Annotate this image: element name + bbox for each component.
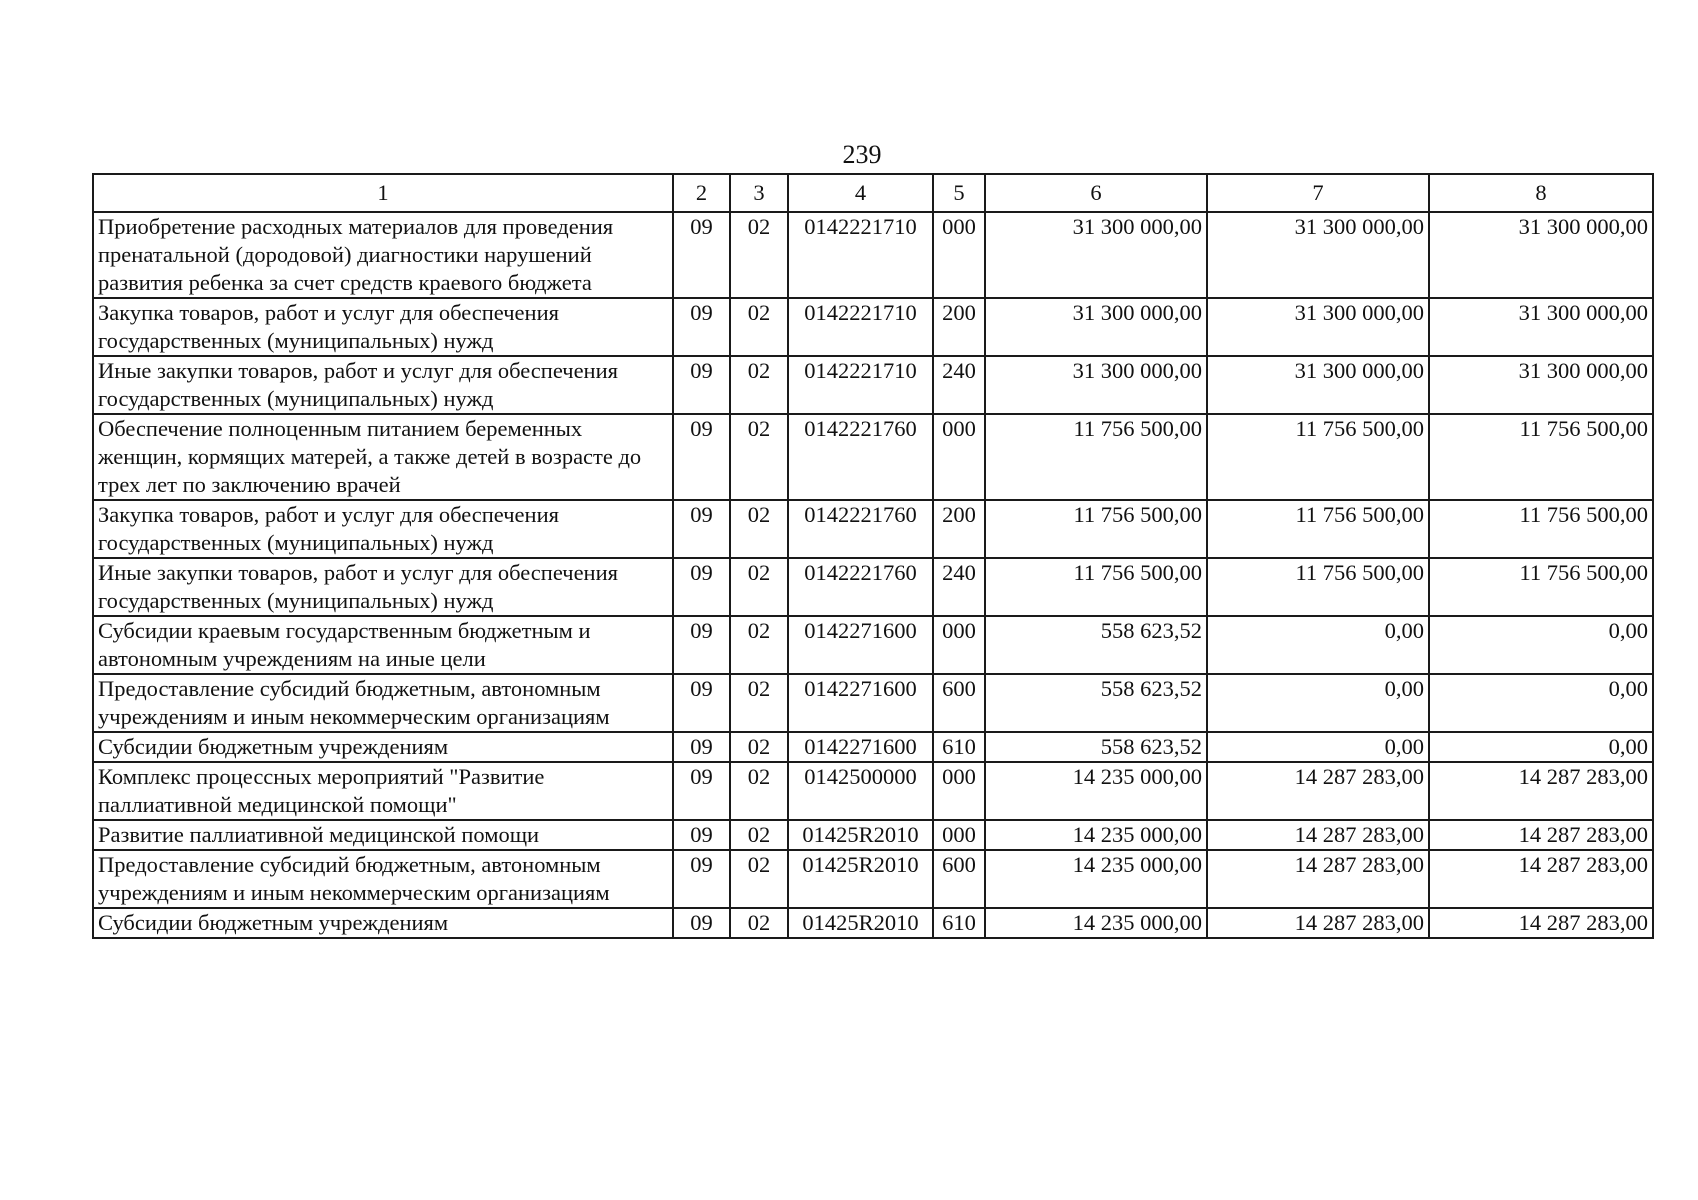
row-description: Комплекс процессных мероприятий "Развитие паллиативной медицинской помощи": [93, 762, 673, 820]
amount-year-1: 14 235 000,00: [985, 762, 1207, 820]
header-row: [93, 174, 1653, 212]
amount-year-2: 31 300 000,00: [1207, 298, 1429, 356]
row-description: Субсидии бюджетным учреждениям: [93, 732, 673, 762]
table-row: [93, 298, 1653, 356]
table-row: [93, 414, 1653, 500]
section-code: 09: [673, 298, 730, 356]
target-article-code: 0142500000: [788, 762, 933, 820]
column-header: 3: [730, 174, 788, 212]
subsection-code: 02: [730, 674, 788, 732]
subsection-code: 02: [730, 500, 788, 558]
table-row: [93, 820, 1653, 850]
target-article-code: 0142221710: [788, 356, 933, 414]
expense-type-code: 000: [933, 762, 985, 820]
amount-year-2: 11 756 500,00: [1207, 558, 1429, 616]
column-header: 4: [788, 174, 933, 212]
expense-type-code: 240: [933, 356, 985, 414]
target-article-code: 0142271600: [788, 616, 933, 674]
row-description: Приобретение расходных материалов для проведения пренатальной (дородовой) диагностики нарушений развития ребенка за счет средств краевого бюджета: [93, 212, 673, 298]
subsection-code: 02: [730, 212, 788, 298]
target-article-code: 0142221760: [788, 500, 933, 558]
amount-year-3: 14 287 283,00: [1429, 762, 1653, 820]
expense-type-code: 600: [933, 674, 985, 732]
subsection-code: 02: [730, 732, 788, 762]
table-row: [93, 616, 1653, 674]
section-code: 09: [673, 732, 730, 762]
row-description: Закупка товаров, работ и услуг для обеспечения государственных (муниципальных) нужд: [93, 500, 673, 558]
amount-year-2: 0,00: [1207, 732, 1429, 762]
amount-year-3: 31 300 000,00: [1429, 298, 1653, 356]
subsection-code: 02: [730, 908, 788, 938]
table-row: [93, 500, 1653, 558]
target-article-code: 01425R2010: [788, 850, 933, 908]
amount-year-3: 11 756 500,00: [1429, 500, 1653, 558]
section-code: 09: [673, 558, 730, 616]
row-description: Предоставление субсидий бюджетным, автономным учреждениям и иным некоммерческим организациям: [93, 850, 673, 908]
row-description: Предоставление субсидий бюджетным, автономным учреждениям и иным некоммерческим организациям: [93, 674, 673, 732]
target-article-code: 01425R2010: [788, 908, 933, 938]
expense-type-code: 000: [933, 820, 985, 850]
target-article-code: 0142221710: [788, 212, 933, 298]
expense-type-code: 610: [933, 732, 985, 762]
section-code: 09: [673, 850, 730, 908]
target-article-code: 01425R2010: [788, 820, 933, 850]
target-article-code: 0142271600: [788, 674, 933, 732]
amount-year-2: 11 756 500,00: [1207, 414, 1429, 500]
target-article-code: 0142221760: [788, 414, 933, 500]
table-row: [93, 850, 1653, 908]
amount-year-3: 0,00: [1429, 616, 1653, 674]
target-article-code: 0142271600: [788, 732, 933, 762]
section-code: 09: [673, 762, 730, 820]
table-row: [93, 732, 1653, 762]
column-header: 8: [1429, 174, 1653, 212]
amount-year-3: 0,00: [1429, 732, 1653, 762]
amount-year-1: 31 300 000,00: [985, 356, 1207, 414]
amount-year-2: 14 287 283,00: [1207, 850, 1429, 908]
amount-year-2: 0,00: [1207, 674, 1429, 732]
amount-year-2: 0,00: [1207, 616, 1429, 674]
expense-type-code: 610: [933, 908, 985, 938]
amount-year-3: 11 756 500,00: [1429, 558, 1653, 616]
table-row: [93, 908, 1653, 938]
expense-type-code: 600: [933, 850, 985, 908]
expense-type-code: 000: [933, 414, 985, 500]
section-code: 09: [673, 908, 730, 938]
section-code: 09: [673, 356, 730, 414]
subsection-code: 02: [730, 820, 788, 850]
section-code: 09: [673, 212, 730, 298]
row-description: Развитие паллиативной медицинской помощи: [93, 820, 673, 850]
amount-year-2: 14 287 283,00: [1207, 820, 1429, 850]
subsection-code: 02: [730, 616, 788, 674]
amount-year-1: 14 235 000,00: [985, 850, 1207, 908]
amount-year-2: 31 300 000,00: [1207, 356, 1429, 414]
table-row: [93, 762, 1653, 820]
amount-year-1: 14 235 000,00: [985, 908, 1207, 938]
amount-year-2: 14 287 283,00: [1207, 908, 1429, 938]
amount-year-2: 14 287 283,00: [1207, 762, 1429, 820]
expense-type-code: 200: [933, 500, 985, 558]
column-header: 2: [673, 174, 730, 212]
column-header: 6: [985, 174, 1207, 212]
amount-year-2: 11 756 500,00: [1207, 500, 1429, 558]
section-code: 09: [673, 616, 730, 674]
subsection-code: 02: [730, 298, 788, 356]
amount-year-1: 31 300 000,00: [985, 298, 1207, 356]
table-row: [93, 674, 1653, 732]
amount-year-2: 31 300 000,00: [1207, 212, 1429, 298]
section-code: 09: [673, 820, 730, 850]
subsection-code: 02: [730, 850, 788, 908]
budget-table: [92, 173, 1654, 939]
page-number: 239: [842, 140, 882, 169]
amount-year-1: 11 756 500,00: [985, 558, 1207, 616]
row-description: Субсидии краевым государственным бюджетным и автономным учреждениям на иные цели: [93, 616, 673, 674]
amount-year-3: 31 300 000,00: [1429, 356, 1653, 414]
column-header: 7: [1207, 174, 1429, 212]
amount-year-1: 558 623,52: [985, 732, 1207, 762]
amount-year-3: 14 287 283,00: [1429, 908, 1653, 938]
target-article-code: 0142221710: [788, 298, 933, 356]
row-description: Субсидии бюджетным учреждениям: [93, 908, 673, 938]
amount-year-1: 14 235 000,00: [985, 820, 1207, 850]
row-description: Иные закупки товаров, работ и услуг для обеспечения государственных (муниципальных) нужд: [93, 356, 673, 414]
amount-year-3: 14 287 283,00: [1429, 850, 1653, 908]
expense-type-code: 000: [933, 212, 985, 298]
subsection-code: 02: [730, 356, 788, 414]
section-code: 09: [673, 500, 730, 558]
amount-year-1: 558 623,52: [985, 616, 1207, 674]
target-article-code: 0142221760: [788, 558, 933, 616]
amount-year-3: 11 756 500,00: [1429, 414, 1653, 500]
column-header: 1: [93, 174, 673, 212]
table-row: [93, 356, 1653, 414]
amount-year-1: 11 756 500,00: [985, 414, 1207, 500]
expense-type-code: 240: [933, 558, 985, 616]
amount-year-3: 0,00: [1429, 674, 1653, 732]
subsection-code: 02: [730, 414, 788, 500]
section-code: 09: [673, 414, 730, 500]
amount-year-3: 31 300 000,00: [1429, 212, 1653, 298]
subsection-code: 02: [730, 558, 788, 616]
amount-year-1: 11 756 500,00: [985, 500, 1207, 558]
row-description: Обеспечение полноценным питанием беременных женщин, кормящих матерей, а также детей в возрасте до трех лет по заключению врачей: [93, 414, 673, 500]
amount-year-3: 14 287 283,00: [1429, 820, 1653, 850]
expense-type-code: 000: [933, 616, 985, 674]
row-description: Иные закупки товаров, работ и услуг для обеспечения государственных (муниципальных) нужд: [93, 558, 673, 616]
expense-type-code: 200: [933, 298, 985, 356]
section-code: 09: [673, 674, 730, 732]
table-row: [93, 558, 1653, 616]
subsection-code: 02: [730, 762, 788, 820]
table-row: [93, 212, 1653, 298]
column-header: 5: [933, 174, 985, 212]
amount-year-1: 31 300 000,00: [985, 212, 1207, 298]
table-body: [93, 212, 1653, 938]
amount-year-1: 558 623,52: [985, 674, 1207, 732]
row-description: Закупка товаров, работ и услуг для обеспечения государственных (муниципальных) нужд: [93, 298, 673, 356]
